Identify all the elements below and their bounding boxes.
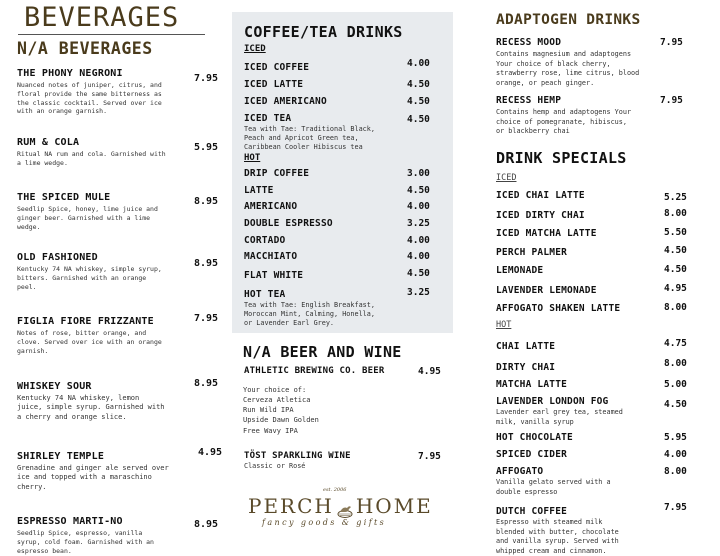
item-name: DOUBLE ESPRESSO [244,218,333,229]
item-price: 4.50 [407,79,430,90]
item-price: 4.00 [407,58,430,69]
menu-item [244,366,434,376]
category-label-hot: HOT [496,320,512,330]
bird-nest-icon [336,500,354,516]
item-price: 8.00 [664,302,687,313]
menu-item [496,362,656,373]
item-name: RECESS HEMP [496,95,562,106]
item-description: Tea with Tae: Traditional Black, Peach and Apricot Green tea, Caribbean Cooler Hibiscus tea [244,125,375,152]
menu-item [244,451,434,471]
menu-item [496,247,656,258]
menu-item [496,396,656,427]
menu-item [496,95,656,137]
item-name: CHAI LATTE [496,341,556,352]
item-name: WHISKEY SOUR [17,381,92,392]
item-price: 7.95 [660,37,683,48]
item-price: 5.25 [664,192,687,203]
menu-item [244,79,434,90]
beer-options [243,385,319,436]
item-description: Tea with Tae: English Breakfast, Moroccan Mint, Calming, Honella, or Lavender Earl Grey. [244,301,375,328]
item-description: Seedlip Spice, espresso, vanilla syrup, cold foam. Garnished with an espresso bean. [17,529,154,555]
item-description: Vanilla gelato served with a double espresso [496,478,611,496]
menu-item [244,235,434,246]
beer-option: Cerveza Atletica [243,396,311,405]
item-price: 7.95 [660,95,683,106]
logo-established: est. 2006 [323,487,347,493]
item-name: ESPRESSO MARTI-NO [17,516,123,527]
item-name: SPICED CIDER [496,449,568,460]
item-name: ICED COFFEE [244,62,310,73]
menu-item [17,137,177,168]
menu-item [17,252,177,291]
item-name: RECESS MOOD [496,37,562,48]
item-description: Seedlip Spice, honey, lime juice and ginger beer. Garnished with a lime wedge. [17,205,158,231]
item-name: RUM & COLA [17,137,80,148]
menu-item [496,37,656,88]
item-name: MACCHIATO [244,251,298,262]
item-name: ICED LATTE [244,79,304,90]
item-name: THE SPICED MULE [17,192,111,203]
item-description: Lavender earl grey tea, steamed milk, vanilla syrup [496,408,623,426]
menu-item [496,265,656,276]
item-name: LAVENDER LEMONADE [496,285,597,296]
item-price: 4.50 [407,114,430,125]
item-price: 7.95 [664,502,687,513]
menu-item [17,451,177,492]
menu-item [496,449,656,460]
item-price: 4.50 [407,185,430,196]
item-name: OLD FASHIONED [17,252,98,263]
menu-item [17,68,177,116]
menu-item [244,218,434,229]
item-name: DRIP COFFEE [244,168,310,179]
menu-item [496,341,656,352]
item-name: FLAT WHITE [244,270,304,281]
menu-item [17,516,177,555]
item-price: 5.95 [664,432,687,443]
item-price: 7.95 [194,73,219,84]
menu-item [496,432,656,443]
item-price: 4.00 [664,449,687,460]
category-label-iced: ICED [496,173,517,183]
menu-item [17,192,177,231]
item-price: 8.00 [664,466,687,477]
menu-item [496,379,656,390]
item-price: 4.75 [664,338,687,349]
section-title-specials: DRINK SPECIALS [496,149,627,167]
menu-item [496,210,656,221]
menu-item [244,251,434,262]
item-name: PERCH PALMER [496,247,568,258]
menu-item [496,303,656,314]
item-price: 4.00 [407,235,430,246]
item-price: 3.25 [407,218,430,229]
item-price: 4.95 [664,283,687,294]
menu-item [244,113,434,153]
section-title-beer-wine: N/A BEER AND WINE [243,343,402,361]
beer-option: Run Wild IPA [243,406,294,415]
item-name: LATTE [244,185,274,196]
menu-item [17,381,177,422]
item-price: 4.50 [664,399,687,410]
item-price: 5.95 [194,142,219,153]
menu-item [244,270,434,281]
item-price: 8.95 [194,196,219,207]
menu-item [17,316,177,355]
beer-options-intro: Your choice of: [243,386,307,394]
item-name: SHIRLEY TEMPLE [17,451,105,462]
item-name: LAVENDER LONDON FOG [496,396,609,407]
menu-item [496,506,656,556]
item-price: 7.95 [418,451,441,462]
menu-item [244,185,434,196]
category-label-hot: HOT [244,153,261,163]
logo-word-right: HOME [355,494,433,518]
item-price: 4.50 [664,245,687,256]
category-label-iced: ICED [244,44,266,54]
menu-item [244,62,434,73]
item-description: Espresso with steamed milk blended with butter, chocolate and vanilla syrup. Served with whipped cream and cinnamon. [496,518,619,555]
item-name: TÖST SPARKLING WINE [244,451,351,461]
section-title-adaptogen: ADAPTOGEN DRINKS [496,12,641,28]
item-price: 4.50 [664,264,687,275]
item-price: 8.95 [194,519,219,530]
item-name: ICED CHAI LATTE [496,190,585,201]
item-description: Kentucky 74 NA whiskey, simple syrup, bitters. Garnished with an orange peel. [17,265,162,291]
item-description: Contains hemp and adaptogens Your choice of pomegranate, hibiscus, or blackberry chai [496,108,632,136]
item-name: ICED AMERICANO [244,96,327,107]
item-price: 4.50 [407,268,430,279]
menu-item [496,466,656,497]
item-price: 3.25 [407,287,430,298]
beer-option: Free Wavy IPA [243,426,298,435]
item-name: HOT TEA [244,289,286,300]
item-name: ICED DIRTY CHAI [496,210,585,221]
logo-tagline: fancy goods & gifts [262,518,387,527]
item-price: 4.95 [418,366,441,377]
item-name: LEMONADE [496,265,544,276]
item-name: FIGLIA FIORE FRIZZANTE [17,316,154,327]
logo-word-left: PERCH [248,494,334,518]
item-name: THE PHONY NEGRONI [17,68,123,79]
item-price: 4.00 [407,201,430,212]
item-price: 3.00 [407,168,430,179]
item-price: 4.95 [198,447,223,458]
item-name: ATHLETIC BREWING CO. BEER [244,366,385,376]
item-name: AFFOGATO [496,466,544,477]
item-name: ICED TEA [244,113,292,124]
item-description: Notes of rose, bitter orange, and clove. Served over ice with an orange garnish. [17,329,162,355]
item-price: 8.00 [664,208,687,219]
menu-item [244,96,434,107]
item-name: CORTADO [244,235,286,246]
page-title: BEVERAGES [24,2,180,33]
item-price: 8.95 [194,258,219,269]
menu-item [244,168,434,179]
item-name: DUTCH COFFEE [496,506,568,517]
title-divider [18,34,205,35]
menu-item [496,190,656,201]
perch-home-logo [248,494,433,518]
item-price: 4.00 [407,251,430,262]
item-price: 8.00 [664,358,687,369]
item-description: Ritual NA rum and cola. Garnished with a lime wedge. [17,150,166,167]
item-name: ICED MATCHA LATTE [496,228,597,239]
item-description: Kentucky 74 NA whiskey, lemon juice, simple syrup. Garnished with a cherry and orange slice. [17,394,165,421]
beer-option: Upside Dawn Golden [243,416,319,425]
item-price: 5.50 [664,227,687,238]
item-price: 7.95 [194,313,219,324]
item-name: HOT CHOCOLATE [496,432,573,443]
item-price: 4.50 [407,96,430,107]
menu-item [244,289,434,329]
menu-item [496,285,656,296]
item-price: 8.95 [194,378,219,389]
item-name: AMERICANO [244,201,298,212]
item-description: Classic or Rosé [244,462,306,470]
menu-item [244,201,434,212]
section-title-na-beverages: N/A BEVERAGES [17,39,153,58]
item-price: 5.00 [664,379,687,390]
item-description: Contains magnesium and adaptogens Your choice of black cherry, strawberry rose, lime citrus, blood orange, or peach ginger. [496,50,640,87]
item-name: MATCHA LATTE [496,379,568,390]
item-name: DIRTY CHAI [496,362,556,373]
item-description: Grenadine and ginger ale served over ice and topped with a maraschino cherry. [17,464,169,491]
item-description: Nuanced notes of juniper, citrus, and floral provide the same bitterness as the classic cocktail. Served over ice with an orange garnish. [17,81,162,116]
item-name: AFFOGATO SHAKEN LATTE [496,303,621,314]
menu-item [496,228,656,239]
section-title-coffee-tea: COFFEE/TEA DRINKS [244,23,403,41]
